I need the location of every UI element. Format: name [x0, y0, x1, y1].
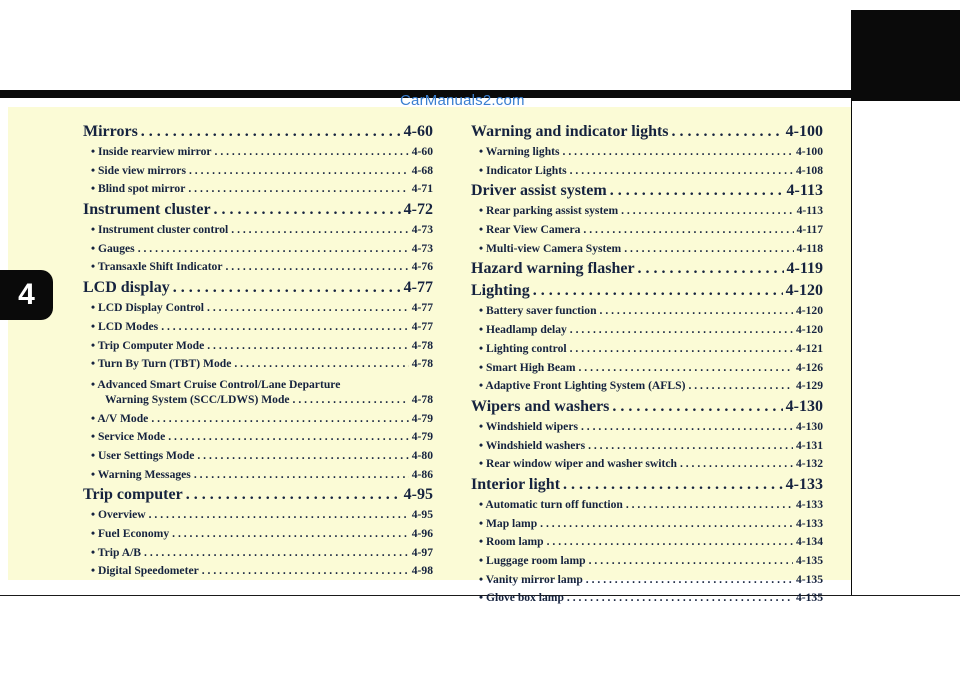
toc-page-number: 4-95	[411, 508, 433, 522]
toc-item[interactable]	[471, 379, 823, 398]
toc-section-title: Mirrors	[83, 123, 138, 140]
toc-item-label: • Transaxle Shift Indicator	[91, 260, 223, 274]
toc-item-label: • Headlamp delay	[479, 323, 567, 337]
toc-section-driver-assist[interactable]	[471, 182, 823, 204]
toc-item[interactable]	[83, 449, 433, 468]
toc-item[interactable]	[83, 430, 433, 449]
toc-item[interactable]	[83, 527, 433, 546]
toc-page-number: 4-77	[403, 279, 433, 297]
toc-item-label: • A/V Mode	[91, 411, 149, 425]
toc-item-label: • Trip Computer Mode	[91, 338, 205, 352]
toc-page-number: 4-60	[403, 123, 433, 140]
toc-page-number: 4-135	[795, 554, 823, 567]
toc-item[interactable]	[83, 339, 433, 358]
toc-item-label: • Turn By Turn (TBT) Mode	[91, 357, 232, 371]
toc-page-number: 4-119	[786, 260, 823, 278]
toc-item-label: • Multi-view Camera System	[479, 241, 622, 255]
toc-page-number: 4-97	[411, 545, 433, 559]
dot-leader	[141, 123, 401, 141]
chapter-tab: 4	[0, 270, 53, 320]
toc-item[interactable]	[471, 554, 823, 573]
dot-leader	[151, 412, 408, 425]
toc-page-number: 4-68	[411, 163, 433, 177]
toc-item-label: • Warning Messages	[91, 467, 191, 481]
dot-leader	[215, 145, 409, 158]
toc-item-continuation	[91, 393, 433, 412]
toc-item-label: • Windshield wipers	[479, 419, 578, 433]
toc-page-number: 4-133	[795, 516, 823, 530]
dot-leader	[540, 517, 793, 530]
toc-item[interactable]	[471, 498, 823, 517]
toc-page-number: 4-131	[795, 438, 823, 452]
dot-leader	[600, 304, 793, 317]
toc-item-label: • Map lamp	[479, 516, 538, 530]
toc-item[interactable]	[83, 564, 433, 583]
toc-item[interactable]	[83, 182, 433, 201]
dot-leader	[621, 204, 793, 217]
toc-item[interactable]	[471, 304, 823, 323]
toc-section-instrument-cluster[interactable]	[83, 201, 433, 223]
toc-item-label: • Rear parking assist system	[479, 204, 619, 218]
toc-item[interactable]	[471, 342, 823, 361]
toc-section-wipers-washers[interactable]	[471, 398, 823, 420]
toc-item[interactable]	[471, 223, 823, 242]
toc-item-label: • Smart High Beam	[479, 360, 576, 374]
toc-page-number: 4-120	[795, 304, 823, 318]
toc-section-title: Lighting	[471, 282, 530, 300]
dot-leader	[638, 260, 784, 278]
toc-item-label: • Fuel Economy	[91, 527, 170, 540]
toc-item[interactable]	[471, 361, 823, 380]
toc-item[interactable]	[83, 260, 433, 279]
dot-leader	[547, 535, 793, 548]
dot-leader	[144, 546, 409, 559]
toc-page-number: 4-113	[786, 182, 823, 200]
toc-page-number: 4-120	[785, 282, 823, 300]
toc-page-number: 4-96	[411, 527, 433, 540]
toc-section-lighting[interactable]	[471, 282, 823, 304]
watermark: CarManuals2.com	[400, 92, 525, 109]
toc-section-title: Hazard warning flasher	[471, 260, 635, 278]
dot-leader	[680, 457, 793, 470]
dot-leader	[589, 554, 793, 567]
toc-item-label: • Room lamp	[479, 535, 544, 549]
dot-leader	[533, 282, 783, 300]
toc-page-number: 4-79	[411, 411, 433, 425]
toc-item[interactable]	[471, 591, 823, 610]
toc-page-number: 4-100	[785, 123, 823, 140]
toc-item-label: • Warning lights	[479, 145, 560, 158]
toc-item[interactable]	[471, 420, 823, 439]
dot-leader	[626, 498, 793, 511]
dot-leader	[226, 260, 409, 273]
toc-item[interactable]	[83, 468, 433, 487]
toc-item-label: • User Settings Mode	[91, 448, 195, 462]
dot-leader	[172, 527, 409, 540]
toc-page-number: 4-100	[795, 145, 823, 158]
toc-item-label: • Automatic turn off function	[479, 497, 623, 511]
toc-section-title: Wipers and washers	[471, 397, 610, 415]
toc-section-trip-computer[interactable]	[83, 486, 433, 508]
toc-item-label: • Digital Speedometer	[91, 564, 199, 578]
toc-item[interactable]	[83, 320, 433, 339]
toc-page-number: 4-130	[795, 419, 823, 433]
dot-leader	[688, 379, 793, 392]
toc-item-label: • Overview	[91, 508, 146, 522]
toc-item[interactable]	[83, 546, 433, 565]
dot-leader	[161, 320, 409, 333]
right-divider	[851, 101, 852, 596]
toc-page-number: 4-113	[796, 204, 823, 218]
toc-page-number: 4-108	[795, 163, 823, 177]
toc-page-number: 4-79	[411, 430, 433, 444]
toc-section-interior-light[interactable]	[471, 476, 823, 498]
toc-page-number: 4-95	[403, 486, 433, 504]
toc-item[interactable]	[471, 439, 823, 458]
toc-item-label: • Gauges	[91, 241, 135, 255]
dot-leader	[567, 591, 793, 604]
toc-page-number: 4-86	[411, 467, 433, 481]
toc-item-label: • Instrument cluster control	[91, 223, 229, 237]
dot-leader	[610, 182, 784, 200]
toc-page-number: 4-121	[795, 341, 823, 355]
dot-leader	[578, 361, 792, 374]
toc-page-number: 4-60	[411, 145, 433, 158]
dot-leader	[194, 468, 409, 481]
toc-item-label: • Blind spot mirror	[91, 182, 186, 196]
toc-page-number: 4-78	[411, 392, 433, 406]
toc-section-hazard-flasher[interactable]	[471, 260, 823, 282]
toc-item-label: • Luggage room lamp	[479, 554, 586, 567]
dot-leader	[234, 357, 408, 370]
toc-section-title: Interior light	[471, 475, 561, 493]
toc-page-number: 4-118	[796, 241, 823, 255]
dot-leader	[570, 164, 793, 177]
toc-item[interactable]	[471, 323, 823, 342]
toc-item-label: • Vanity mirror lamp	[479, 572, 583, 586]
dot-leader	[563, 476, 783, 494]
toc-item-label: • Service Mode	[91, 430, 166, 444]
toc-item-label: • LCD Display Control	[91, 301, 205, 315]
dot-leader	[189, 164, 409, 177]
toc-item[interactable]	[83, 242, 433, 261]
dot-leader	[207, 301, 409, 314]
dot-leader	[570, 342, 793, 355]
toc-item-label: • Inside rearview mirror	[91, 145, 212, 158]
toc-item-label-line2: Warning System (SCC/LDWS) Mode	[105, 392, 290, 406]
toc-item[interactable]	[471, 145, 823, 164]
toc-item-wrapped[interactable]	[83, 376, 433, 412]
toc-page-number: 4-133	[785, 475, 823, 493]
toc-item[interactable]	[83, 145, 433, 164]
toc-page-number: 4-73	[411, 241, 433, 255]
toc-page-number: 4-126	[795, 360, 823, 374]
toc-item[interactable]	[471, 242, 823, 261]
toc-section-title: Trip computer	[83, 486, 183, 504]
toc-page-number: 4-135	[795, 591, 823, 605]
dot-leader	[672, 123, 783, 141]
toc-section-title: Driver assist system	[471, 182, 607, 200]
toc-page-number: 4-120	[795, 323, 823, 337]
toc-page-number: 4-135	[795, 572, 823, 586]
toc-page-number: 4-98	[411, 564, 433, 578]
toc-page-number: 4-73	[411, 223, 433, 237]
toc-item-label: • Glove box lamp	[479, 591, 564, 605]
toc-page-number: 4-72	[403, 201, 433, 219]
toc-item[interactable]	[83, 357, 433, 376]
dot-leader	[173, 279, 401, 297]
toc-page-number: 4-78	[411, 357, 433, 371]
dot-leader	[588, 439, 793, 452]
dot-leader	[581, 420, 793, 433]
dot-leader	[586, 573, 793, 586]
toc-item[interactable]	[471, 573, 823, 592]
toc-right-column	[471, 123, 823, 610]
dot-leader	[202, 564, 409, 577]
toc-section-title: Instrument cluster	[83, 201, 211, 219]
toc-page-number: 4-77	[411, 301, 433, 315]
toc-section-warning-indicator-lights[interactable]	[471, 123, 823, 145]
toc-item[interactable]	[83, 301, 433, 320]
toc-item-label: • Lighting control	[479, 341, 567, 355]
toc-page-number: 4-130	[785, 397, 823, 415]
dot-leader	[293, 393, 409, 406]
dot-leader	[188, 182, 408, 195]
toc-page-number: 4-133	[795, 497, 823, 511]
toc-item-label: • Rear window wiper and washer switch	[479, 457, 677, 471]
dot-leader	[612, 398, 782, 416]
dot-leader	[231, 223, 408, 236]
dot-leader	[186, 486, 401, 504]
toc-section-title: LCD display	[83, 279, 170, 297]
toc-page-number: 4-117	[796, 223, 823, 237]
toc-section-mirrors[interactable]	[83, 123, 433, 145]
toc-item-label: • Trip A/B	[91, 545, 142, 559]
toc-page-number: 4-129	[795, 379, 823, 393]
toc-page-number: 4-77	[411, 319, 433, 333]
dot-leader	[214, 201, 401, 219]
dot-leader	[149, 508, 409, 521]
dot-leader	[168, 430, 408, 443]
toc-item[interactable]	[471, 204, 823, 223]
toc-item[interactable]	[471, 457, 823, 476]
toc-section-lcd-display[interactable]	[83, 279, 433, 301]
toc-item[interactable]	[83, 223, 433, 242]
toc-item[interactable]	[471, 517, 823, 536]
dot-leader	[570, 323, 793, 336]
toc-item-label: • Adaptive Front Lighting System (AFLS)	[479, 379, 686, 393]
toc-page-number: 4-132	[795, 457, 823, 471]
toc-item-label: • Battery saver function	[479, 304, 597, 318]
toc-page-number: 4-71	[411, 182, 433, 196]
toc-page-number: 4-134	[795, 535, 823, 549]
toc-section-title: Warning and indicator lights	[471, 123, 669, 140]
dot-leader	[563, 145, 793, 158]
dot-leader	[207, 339, 409, 352]
dot-leader	[197, 449, 408, 462]
toc-item-label: • Windshield washers	[479, 438, 586, 452]
toc-page-number: 4-78	[411, 338, 433, 352]
toc-item[interactable]	[83, 508, 433, 527]
toc-page-number: 4-80	[411, 448, 433, 462]
toc-item-label: • Advanced Smart Cruise Control/Lane Departure	[91, 377, 341, 391]
dot-leader	[138, 242, 409, 255]
toc-item[interactable]	[471, 535, 823, 554]
toc-item[interactable]	[83, 164, 433, 183]
dot-leader	[583, 223, 793, 236]
toc-left-column	[83, 123, 433, 583]
toc-item-label: • LCD Modes	[91, 319, 159, 333]
corner-tab-block	[851, 10, 960, 101]
toc-item-label: • Rear View Camera	[479, 223, 581, 237]
toc-page-number: 4-76	[411, 260, 433, 274]
toc-item[interactable]	[471, 164, 823, 183]
dot-leader	[624, 242, 793, 255]
toc-item-label: • Side view mirrors	[91, 163, 186, 177]
toc-item-label: • Indicator Lights	[479, 163, 567, 177]
toc-item[interactable]	[83, 412, 433, 431]
